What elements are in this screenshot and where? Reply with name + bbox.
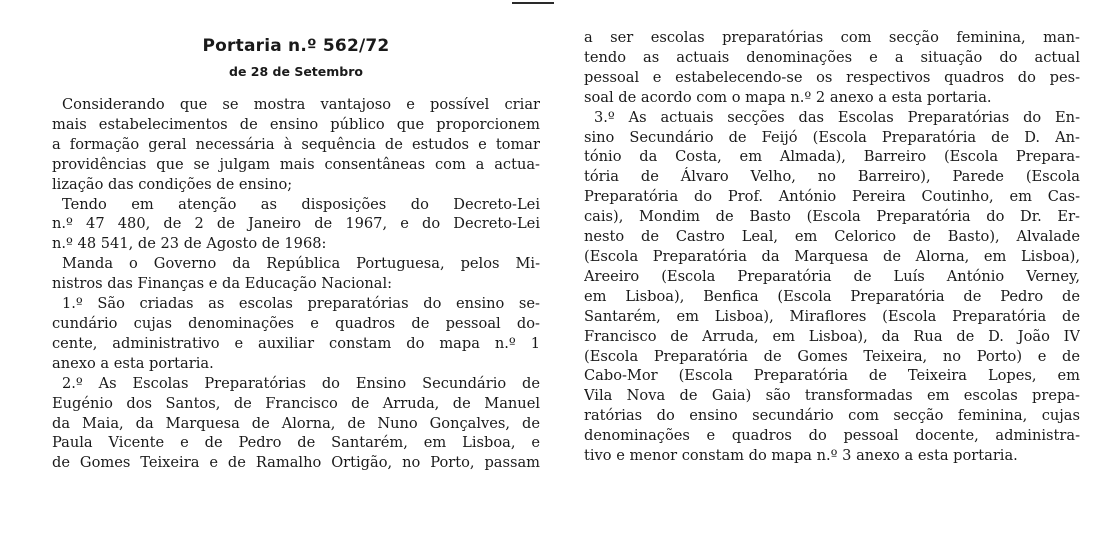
text-line: denominações e quadros do pessoal docente, administra-: [584, 427, 1080, 445]
text-line: tória de Álvaro Velho, no Barreiro), Parede (Escola: [584, 168, 1080, 186]
text-line: pessoal e estabelecendo-se os respectivos quadros do pes-: [584, 68, 1080, 86]
text-line: Tendo em atenção as disposições do Decreto-Lei: [62, 195, 540, 213]
text-line: providências que se julgam mais consentâneas com a actua-: [52, 155, 540, 173]
text-line: (Escola Preparatória da Marquesa de Alorna, em Lisboa),: [584, 247, 1080, 265]
left-column-text: [52, 95, 540, 473]
text-line: sino Secundário de Feijó (Escola Preparatória de D. An-: [584, 128, 1080, 146]
text-line: Preparatória do Prof. António Pereira Coutinho, em Cas-: [584, 188, 1080, 206]
text-line: Cabo-Mor (Escola Preparatória de Teixeira Lopes, em: [584, 367, 1080, 385]
text-line: Considerando que se mostra vantajoso e possível criar: [62, 96, 540, 113]
right-column-text: [584, 28, 1080, 466]
text-line: cais), Mondim de Basto (Escola Preparatória do Dr. Er-: [584, 208, 1080, 226]
text-line: Manda o Governo da República Portuguesa, pelos Mi-: [62, 255, 540, 273]
document-title: Portaria n.º 562/72: [202, 36, 390, 56]
text-line: Eugénio dos Santos, de Francisco de Arruda, de Manuel: [52, 394, 540, 412]
document-date: de 28 de Setembro: [229, 64, 363, 79]
text-line: tónio da Costa, em Almada), Barreiro (Escola Prepara-: [584, 148, 1080, 166]
text-line: n.º 48 541, de 23 de Agosto de 1968:: [52, 235, 327, 253]
text-line: cundário cujas denominações e quadros de pessoal do-: [52, 314, 540, 332]
text-line: anexo a esta portaria.: [52, 354, 214, 372]
text-line: cente, administrativo e auxiliar constam do mapa n.º 1: [52, 334, 540, 352]
text-line: 1.º São criadas as escolas preparatórias do ensino se-: [62, 295, 540, 313]
text-line: 3.º As actuais secções das Escolas Preparatórias do En-: [594, 108, 1080, 126]
text-line: a ser escolas preparatórias com secção feminina, man-: [584, 29, 1080, 46]
text-line: Areeiro (Escola Preparatória de Luís António Verney,: [584, 267, 1080, 285]
text-line: de Gomes Teixeira e de Ramalho Ortigão, no Porto, passam: [52, 454, 540, 472]
text-line: Paula Vicente e de Pedro de Santarém, em Lisboa, e: [52, 434, 540, 452]
top-rule: [512, 2, 554, 4]
text-line: lização das condições de ensino;: [52, 175, 293, 193]
text-line: soal de acordo com o mapa n.º 2 anexo a esta portaria.: [584, 88, 992, 106]
text-line: nesto de Castro Leal, em Celorico de Basto), Alvalade: [584, 228, 1080, 246]
text-line: da Maia, da Marquesa de Alorna, de Nuno Gonçalves, de: [52, 414, 540, 432]
text-line: 2.º As Escolas Preparatórias do Ensino Secundário de: [62, 374, 540, 392]
text-line: em Lisboa), Benfica (Escola Preparatória de Pedro de: [584, 287, 1080, 305]
text-line: a formação geral necessária à sequência de estudos e tomar: [52, 135, 540, 153]
text-line: ratórias do ensino secundário com secção feminina, cujas: [584, 407, 1080, 425]
text-line: Santarém, em Lisboa), Miraflores (Escola Preparatória de: [584, 307, 1080, 325]
text-line: tivo e menor constam do mapa n.º 3 anexo a esta portaria.: [584, 447, 1018, 465]
text-line: mais estabelecimentos de ensino público que proporcionem: [52, 115, 540, 133]
text-line: nistros das Finanças e da Educação Nacional:: [52, 275, 393, 293]
text-line: Francisco de Arruda, em Lisboa), da Rua de D. João IV: [584, 327, 1080, 345]
text-line: n.º 47 480, de 2 de Janeiro de 1967, e do Decreto-Lei: [52, 215, 540, 233]
text-line: (Escola Preparatória de Gomes Teixeira, no Porto) e de: [584, 347, 1080, 365]
text-line: Vila Nova de Gaia) são transformadas em escolas prepa-: [584, 387, 1080, 405]
text-line: tendo as actuais denominações e a situação do actual: [584, 48, 1080, 66]
